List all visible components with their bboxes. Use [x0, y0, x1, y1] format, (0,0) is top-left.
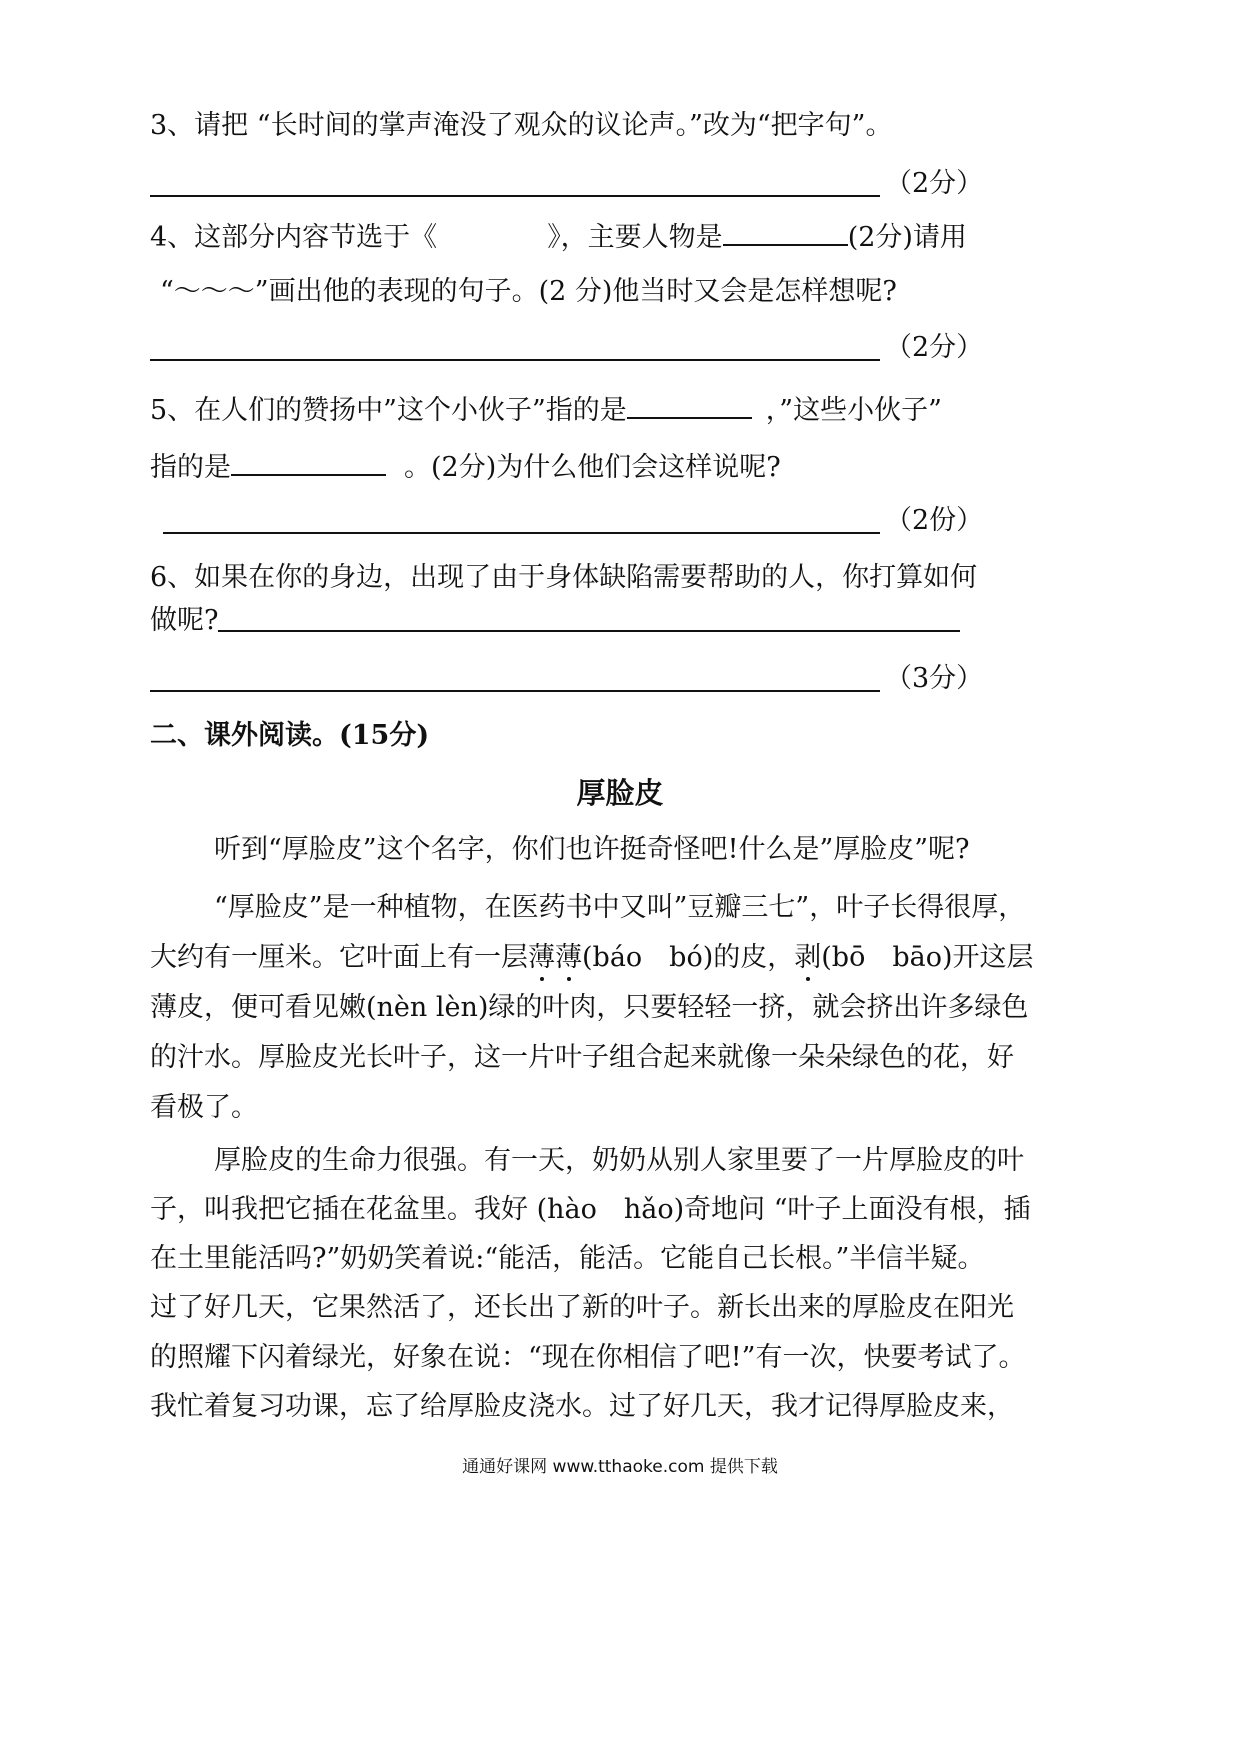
passage-p2-line-2 — [150, 940, 1034, 976]
passage-title: 厚脸皮 — [576, 776, 664, 810]
dotted-char: 剥 — [794, 942, 822, 973]
answer-line-q3[interactable] — [150, 195, 880, 197]
zhexie-xiaohuozi-blank[interactable] — [231, 446, 386, 476]
q5-text-b: ，”这些小伙子” — [765, 395, 942, 426]
score-q6: （3分） — [885, 663, 984, 694]
q4-text-c: (2分)请用 — [847, 222, 967, 253]
question-3-prompt: 3、请把 “长时间的掌声淹没了观众的议论声。”改为“把字句”。 — [150, 110, 893, 141]
passage-p2-line-4: 的汁水。厚脸皮光长叶子，这一片叶子组合起来就像一朵朵绿色的花，好 — [150, 1042, 1014, 1073]
answer-line-q5[interactable] — [163, 532, 880, 534]
p2-text-a: 大约有一厘米。它叶面上有一层 — [150, 942, 528, 973]
section-2-heading: 二、课外阅读。(15分) — [150, 720, 430, 751]
q4-text-a: 4、这部分内容节选于《 — [150, 222, 438, 253]
passage-p3-line-5: 的照耀下闪着绿光，好象在说：“现在你相信了吧!”有一次，快要考试了。 — [150, 1342, 1026, 1373]
q5-text-d: 。(2分)为什么他们会这样说呢? — [404, 452, 781, 483]
q5-text-a: 5、在人们的赞扬中”这个小伙子”指的是 — [150, 395, 627, 426]
dotted-char: 薄 — [528, 942, 555, 973]
dotted-char: 薄 — [555, 942, 582, 973]
score-q3: （2分） — [885, 168, 984, 199]
passage-p2-line-1: “厚脸皮”是一种植物，在医药书中又叫”豆瓣三七”，叶子长得很厚， — [214, 892, 1026, 923]
question-6-line-2: 做呢? — [150, 605, 219, 636]
question-6-line-1: 6、如果在你的身边，出现了由于身体缺陷需要帮助的人，你打算如何 — [150, 562, 978, 593]
passage-p3-line-3: 在土里能活吗?”奶奶笑着说:“能活，能活。它能自己长根。”半信半疑。 — [150, 1243, 985, 1274]
answer-line-q4[interactable] — [150, 359, 880, 361]
answer-line-q6-b[interactable] — [150, 690, 880, 692]
passage-p3-line-1: 厚脸皮的生命力很强。有一天，奶奶从别人家里要了一片厚脸皮的叶 — [214, 1145, 1024, 1176]
score-q4: （2分） — [885, 332, 984, 363]
passage-p1: 听到“厚脸皮”这个名字，你们也许挺奇怪吧!什么是”厚脸皮”呢? — [214, 834, 970, 865]
q4-text-b: 》，主要人物是 — [547, 222, 723, 253]
passage-p3-line-6: 我忙着复习功课，忘了给厚脸皮浇水。过了好几天，我才记得厚脸皮来， — [150, 1391, 1014, 1422]
xiaohuozi-blank[interactable] — [627, 389, 752, 419]
q5-text-c: 指的是 — [150, 452, 231, 483]
passage-p2-line-5: 看极了。 — [150, 1092, 258, 1123]
p2-text-c: (bō bāo)开这层 — [821, 942, 1034, 973]
passage-p3-line-4: 过了好几天，它果然活了，还长出了新的叶子。新长出来的厚脸皮在阳光 — [150, 1292, 1014, 1323]
score-q5: （2份） — [885, 505, 984, 536]
footer-source: 通通好课网 www.tthaoke.com 提供下载 — [462, 1457, 778, 1477]
question-4-line-2: “～～～”画出他的表现的句子。(2 分)他当时又会是怎样想呢? — [160, 276, 897, 307]
main-character-blank[interactable] — [723, 216, 848, 246]
passage-p2-line-3: 薄皮，便可看见嫩(nèn lèn)绿的叶肉，只要轻轻一挤，就会挤出许多绿色 — [150, 992, 1029, 1023]
question-5-line-2 — [150, 446, 781, 486]
answer-line-q6-a[interactable] — [218, 630, 960, 632]
question-4-line-1 — [150, 216, 967, 256]
question-5-line-1 — [150, 389, 942, 429]
passage-p3-line-2: 子，叫我把它插在花盆里。我好 (hào hǎo)奇地问 “叶子上面没有根，插 — [150, 1194, 1031, 1225]
p2-text-b: (báo bó)的皮， — [582, 942, 795, 973]
